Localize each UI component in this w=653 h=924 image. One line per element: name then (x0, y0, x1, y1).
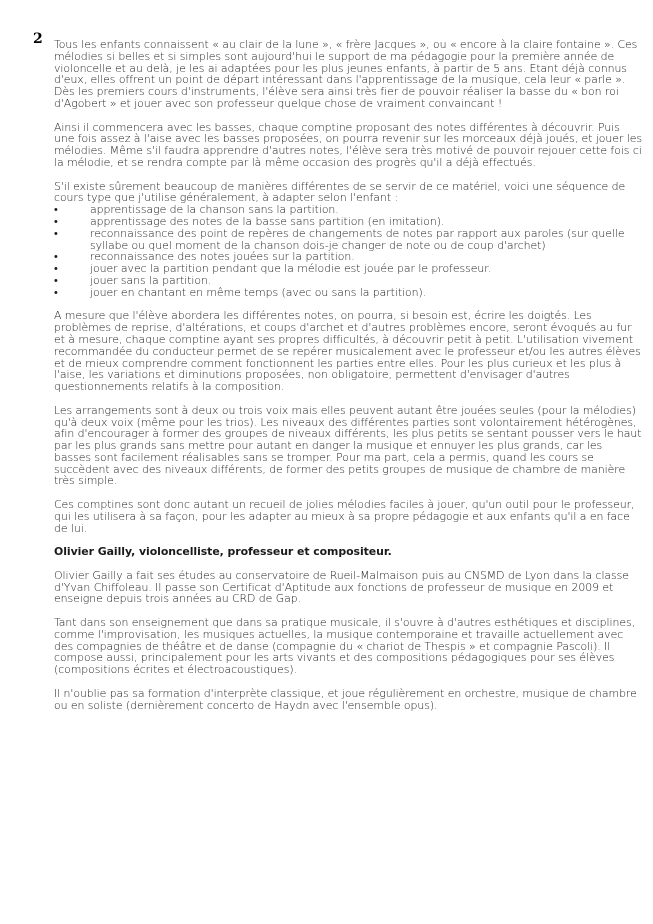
body-paragraph-1: A mesure que l'élève abordera les différentes notes, on pourra, si besoin est, écrire les doigtés. Les problèmes de reprise, d'altérations, et coups d'archet et d'autres problèmes encore, seront évoqués au fur et à mesure, chaque comptine ayant ses propres difficultés, à découvrir petit à petit. L'utilisation vivement recommandée du conducteur permet de se repérer musicalement avec le professeur et/ou les autres élèves et de mieux comprendre comment fonctionnent les parties entre elles. Pour les plus curieux et les plus à l'aise, les variations et diminutions proposées, non obligatoire, permettent d'envisager d'autres questionnements relatifs à la composition. (54, 309, 641, 394)
bio-paragraph-1: Olivier Gailly a fait ses études au conservatoire de Rueil-Malmaison puis au CNSMD de Lyon dans la classe d'Yvan Chiffoleau. Il passe son Certificat d'Aptitude aux fonctions de professeur de musique en 2009 et enseigne depuis trois années au CRD de Gap. (54, 568, 629, 606)
intro-paragraph-2: Ainsi il commencera avec les basses, chaque comptine proposant des notes différentes à découvrir. Puis une fois assez à l'aise avec les basses proposées, on pourra revenir sur les morceaux déjà joués, et jouer les mélodies. Même s'il faudra apprendre d'autres notes, l'élève sera très motivé de pouvoir rejouer cette fois ci la mélodie, et se rendra compte par là même occasion des progrès qu'il a déjà effectués. (54, 120, 643, 169)
sequence-item: • apprentissage de la chanson sans la partition. (54, 204, 642, 216)
sequence-item: • jouer avec la partition pendant que la mélodie est jouée par le professeur. (54, 263, 642, 275)
page-number: 2 (33, 31, 43, 47)
body-paragraph-3: Ces comptines sont donc autant un recueil de jolies mélodies faciles à jouer, qu'un outil pour le professeur, qui les utilisera à sa façon, pour les adapter au mieux à sa propre pédagogie et aux enfants qu'il a en face de lui. (54, 498, 635, 535)
sequence-item: • jouer en chantant en même temps (avec ou sans la partition). (54, 287, 642, 299)
sequence-item: • apprentissage des notes de la basse sans partition (en imitation). (54, 216, 642, 228)
sequence-intro: S'il existe sûrement beaucoup de manières différentes de se servir de ce matériel, voici une séquence de cours type que j'utilise généralement, à adapter selon l'enfant : (54, 179, 626, 205)
bio-paragraph-2: Tant dans son enseignement que dans sa pratique musicale, il s'ouvre à d'autres esthétiques et disciplines, comme l'improvisation, les musiques actuelles, la musique contemporaine et travaille actuellement avec des compagnies de théâtre et de danse (compagnie du « chariot de Thespis » et compagnie Pascoli). Il compose aussi, principalement pour les arts vivants et des compositions pédagogiques pour ses élèves (compositions écrites et électroacoustiques). (54, 616, 635, 677)
intro-paragraph-1: Tous les enfants connaissent « au clair de la lune », « frère Jacques », ou « encore à la claire fontaine ». Ces mélodies si belles et si simples sont aujourd'hui le support de ma pédagogie pour la première année de violoncelle et au delà, je les ai adaptées pour les plus jeunes enfants, à partir de 5 ans. Etant déjà connus d'eux, elles offrent un point de départ intéressant dans l'apprentissage de la musique, cela leur « parle ». Dès les premiers cours d'instruments, l'élève sera ainsi très fier de pouvoir réaliser la basse du « bon roi d'Agobert » et jouer avec son professeur quelque chose de vraiment convaincant ! (54, 38, 638, 110)
sequence-list (54, 204, 642, 298)
sequence-item: • jouer sans la partition. (54, 275, 642, 287)
author-heading: Olivier Gailly, violoncelliste, professeur et compositeur. (54, 545, 392, 559)
sequence-item: • reconnaissance des point de repères de changements de notes par rapport aux paroles (sur quelle syllabe ou quel moment de la chanson dois-je changer de note ou de coup d'archet) (54, 228, 642, 252)
document-body (54, 39, 642, 723)
sequence-item: • reconnaissance des notes jouées sur la partition. (54, 251, 642, 263)
body-paragraph-2: Les arrangements sont à deux ou trois voix mais elles peuvent autant être jouées seules (pour la mélodies) qu'à deux voix (même pour les trios). Les niveaux des différentes parties sont volontairement hétérogènes, afin d'encourager à former des groupes de niveaux différents, les plus petits se sentant pousser vers le haut par les plus grands sans mettre pour autant en danger la musique et ennuyer les plus grands, car les basses sont facilement réalisables sans se tromper. Pour ma part, cela a permis, quand les cours se succèdent avec des niveaux différents, de former des petits groupes de musique de chambre de manière très simple. (54, 403, 642, 488)
lesson-sequence (54, 181, 642, 299)
bio-paragraph-3: Il n'oublie pas sa formation d'interprète classique, et joue régulièrement en orchestre, musique de chambre ou en soliste (dernièrement concerto de Haydn avec l'ensemble opus). (54, 686, 637, 712)
